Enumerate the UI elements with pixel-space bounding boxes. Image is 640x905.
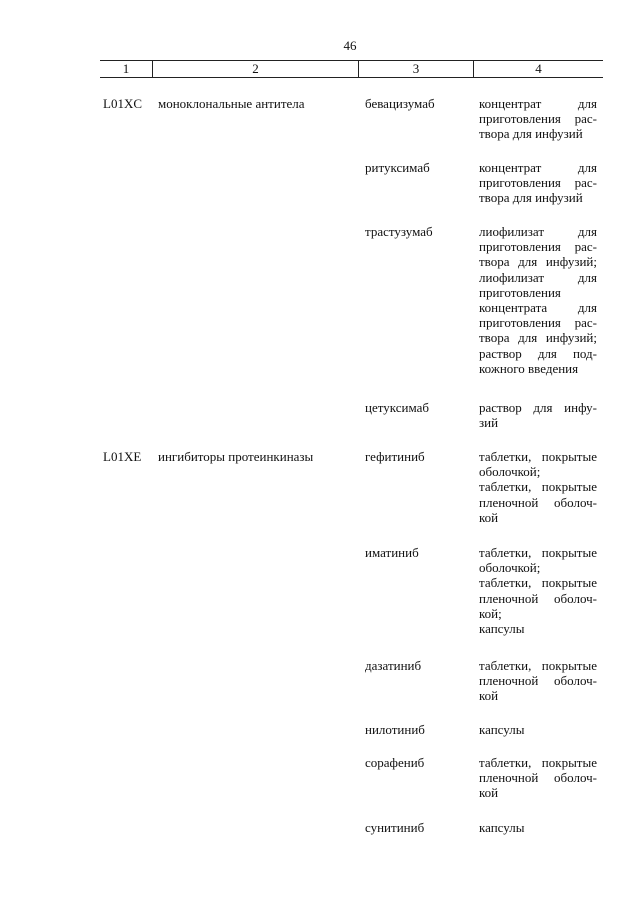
atc-code: L01XC xyxy=(103,96,142,111)
dosage-form xyxy=(479,658,597,704)
dosage-form-line: пленочной оболоч- xyxy=(479,590,597,606)
page-number: 46 xyxy=(343,38,357,53)
drug-name: дазатиниб xyxy=(365,658,422,673)
dosage-form xyxy=(479,722,597,737)
dosage-form-line: раствор для под- xyxy=(479,345,597,361)
column-header-2: 2 xyxy=(252,61,259,76)
dosage-form-line: приготовления xyxy=(479,284,561,300)
dosage-form-line: кой xyxy=(479,785,499,801)
dosage-form-line: раствор для инфу- xyxy=(479,400,597,415)
dosage-form-line: капсулы xyxy=(479,621,525,637)
drug-name: гефитиниб xyxy=(365,449,425,464)
column-header-4: 4 xyxy=(535,61,542,76)
dosage-form-line: пленочной оболоч- xyxy=(479,673,597,689)
dosage-form-line: таблетки, покрытые xyxy=(479,479,597,495)
dosage-form-line: кожного введения xyxy=(479,360,579,376)
dosage-form-line: таблетки, покрытые xyxy=(479,658,597,673)
dosage-form-line: капсулы xyxy=(479,820,525,835)
dosage-form-line: концентрата для xyxy=(479,300,597,316)
dosage-form-line: лиофилизат для xyxy=(479,224,597,239)
dosage-form-line: лиофилизат для xyxy=(479,269,597,285)
dosage-form-line: твора для инфузий xyxy=(479,126,583,142)
dosage-form xyxy=(479,96,597,142)
dosage-form-line: концентрат для xyxy=(479,96,597,111)
dosage-form-line: таблетки, покрытые xyxy=(479,755,597,770)
dosage-form-line: капсулы xyxy=(479,722,525,737)
drug-name: сунитиниб xyxy=(365,820,425,835)
dosage-form xyxy=(479,755,597,801)
drug-name: цетуксимаб xyxy=(365,400,429,415)
drug-name: ритуксимаб xyxy=(365,160,430,175)
dosage-form-line: твора для инфузий; xyxy=(479,330,597,346)
dosage-form xyxy=(479,224,597,376)
drug-name: нилотиниб xyxy=(365,722,425,737)
dosage-form-line: таблетки, покрытые xyxy=(479,449,597,464)
dosage-form-line: твора для инфузий; xyxy=(479,254,597,270)
dosage-form xyxy=(479,545,597,636)
dosage-form xyxy=(479,400,597,430)
group-name: ингибиторы протеинкиназы xyxy=(158,449,314,464)
dosage-form-line: приготовления рас- xyxy=(479,239,597,255)
dosage-form-line: кой xyxy=(479,688,499,704)
dosage-form-line: приготовления рас- xyxy=(479,111,597,127)
dosage-form xyxy=(479,820,597,835)
table-header-bottom-border xyxy=(100,77,603,78)
atc-code: L01XE xyxy=(103,449,142,464)
column-header-3: 3 xyxy=(412,61,420,76)
drug-name: иматиниб xyxy=(365,545,419,560)
dosage-form-line: приготовления рас- xyxy=(479,315,597,331)
dosage-form-line: оболочкой; xyxy=(479,560,541,576)
dosage-form-line: таблетки, покрытые xyxy=(479,545,597,560)
dosage-form-line: твора для инфузий xyxy=(479,190,583,206)
dosage-form-line: кой xyxy=(479,509,499,525)
drug-name: трастузумаб xyxy=(365,224,433,239)
dosage-form-line: приготовления рас- xyxy=(479,175,597,191)
dosage-form xyxy=(479,160,597,206)
dosage-form-line: кой; xyxy=(479,605,502,621)
dosage-form-line: таблетки, покрытые xyxy=(479,575,597,591)
group-name: моноклональные антитела xyxy=(158,96,305,111)
dosage-form xyxy=(479,449,597,525)
dosage-form-line: концентрат для xyxy=(479,160,597,175)
dosage-form-line: зий xyxy=(479,415,499,431)
dosage-form-line: пленочной оболоч- xyxy=(479,770,597,786)
column-header-1: 1 xyxy=(122,61,130,76)
drug-name: сорафениб xyxy=(365,755,425,770)
dosage-form-line: пленочной оболоч- xyxy=(479,494,597,510)
dosage-form-line: оболочкой; xyxy=(479,464,541,480)
drug-name: бевацизумаб xyxy=(365,96,435,111)
